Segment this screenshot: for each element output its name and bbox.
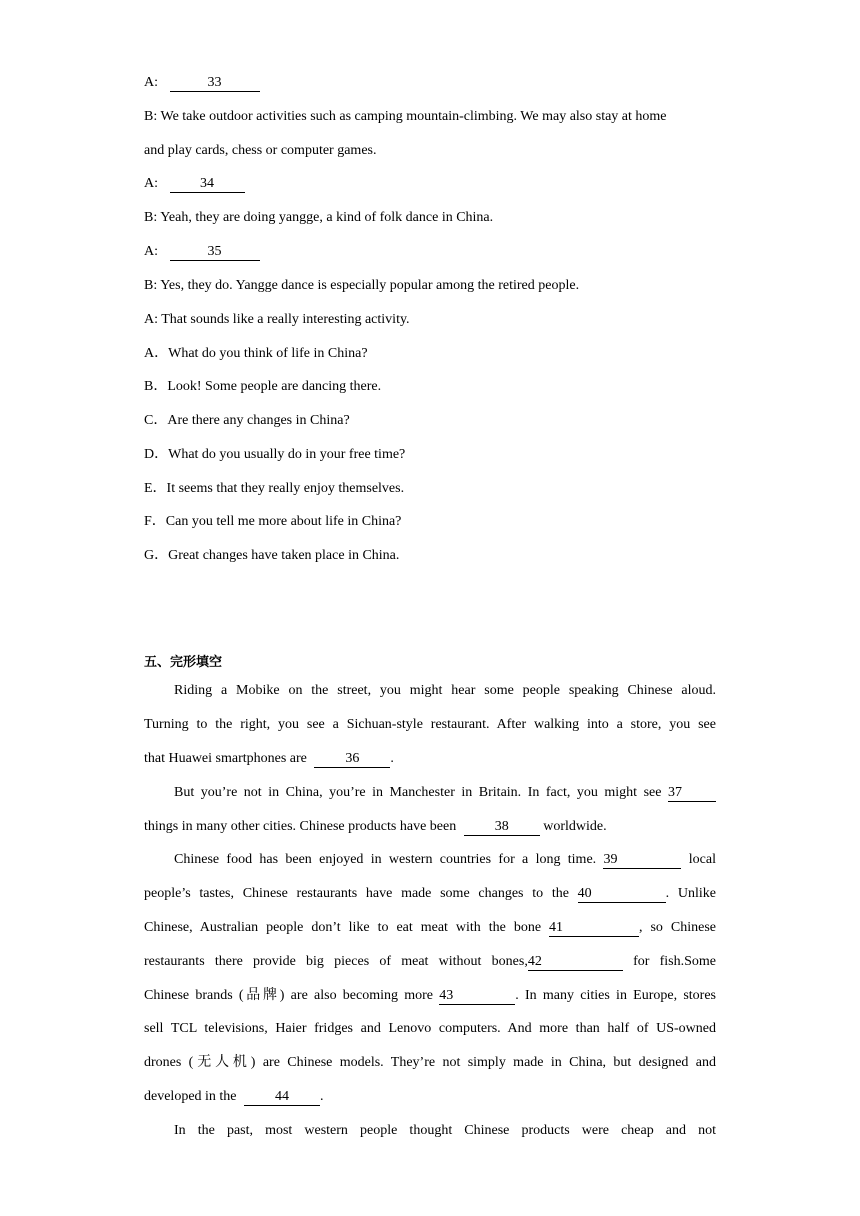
cloze-text: that Huawei smartphones are: [144, 751, 307, 766]
cloze-p3-line8: [144, 1087, 716, 1107]
cloze-blank-38: 38: [464, 819, 540, 836]
dialogue-line-a34: [144, 174, 716, 194]
cloze-p1-line1: Riding a Mobike on the street, you might hear some people speaking Chinese aloud.: [174, 683, 716, 698]
answer-blank-33: 33: [170, 75, 260, 92]
option-d: D．What do you usually do in your free time?: [144, 447, 406, 462]
option-a: A．What do you think of life in China?: [144, 346, 368, 361]
cloze-blank-41: 41: [549, 920, 639, 937]
option-b: B．Look! Some people are dancing there.: [144, 379, 382, 394]
dialogue-line-b3: B: Yes, they do. Yangge dance is especially popular among the retired people.: [144, 278, 580, 293]
cloze-blank-44: 44: [244, 1089, 320, 1106]
cloze-p1-line2: Turning to the right, you see a Sichuan-style restaurant. After walking into a store, you see: [144, 717, 716, 732]
cloze-text: for fish.Some: [633, 954, 717, 969]
dialogue-line-b1: B: We take outdoor activities such as camping mountain-climbing. We may also stay at home: [144, 109, 667, 124]
speaker-label: A:: [144, 244, 158, 259]
cloze-blank-42: 42: [528, 954, 623, 971]
option-e: E．It seems that they really enjoy themselves.: [144, 481, 405, 496]
dialogue-line-a35: [144, 242, 716, 262]
dialogue-line-b1-cont: and play cards, chess or computer games.: [144, 143, 377, 158]
dialogue-line-a33: [144, 73, 716, 93]
cloze-blank-39: 39: [603, 852, 681, 869]
cloze-text: worldwide.: [543, 819, 607, 834]
section-heading: 五、完形填空: [144, 655, 223, 670]
cloze-p3-line7: drones (无人机) are Chinese models. They’re not simply made in China, but designed and: [144, 1055, 716, 1070]
cloze-p4-line1: In the past, most western people thought Chinese products were cheap and not: [174, 1123, 716, 1138]
cloze-p2-line2: [144, 817, 716, 837]
cloze-blank-43: 43: [439, 988, 515, 1005]
speaker-label: A:: [144, 176, 158, 191]
option-g: G．Great changes have taken place in China.: [144, 548, 400, 563]
dialogue-line-b2: B: Yeah, they are doing yangge, a kind of folk dance in China.: [144, 210, 494, 225]
cloze-text: . Unlike: [665, 886, 717, 901]
cloze-text: . In many cities in Europe, stores: [515, 988, 717, 1003]
option-f: F．Can you tell me more about life in China?: [144, 514, 402, 529]
cloze-text: restaurants there provide big pieces of meat without bones,: [144, 954, 528, 969]
cloze-p3-line5: [144, 986, 716, 1006]
cloze-text: .: [320, 1089, 324, 1104]
cloze-blank-36: 36: [314, 751, 390, 768]
cloze-text: people’s tastes, Chinese restaurants have made some changes to the: [144, 886, 569, 901]
cloze-text: .: [390, 751, 394, 766]
cloze-text: Chinese, Australian people don’t like to eat meat with the bone: [144, 920, 542, 935]
cloze-p1-line3: [144, 749, 716, 769]
cloze-text: But you’re not in China, you’re in Manchester in Britain. In fact, you might see: [174, 785, 662, 800]
cloze-p3-line4: [144, 952, 716, 972]
cloze-text: things in many other cities. Chinese products have been: [144, 819, 457, 834]
option-c: C．Are there any changes in China?: [144, 413, 350, 428]
cloze-text: developed in the: [144, 1089, 237, 1104]
cloze-text: , so Chinese: [639, 920, 716, 935]
answer-blank-35: 35: [170, 244, 260, 261]
cloze-p2-line1: [174, 783, 716, 803]
answer-blank-34: 34: [170, 176, 245, 193]
cloze-p3-line6: sell TCL televisions, Haier fridges and Lenovo computers. And more than half of US-owned: [144, 1021, 716, 1036]
cloze-text: local: [688, 852, 716, 867]
cloze-p3-line3: [144, 918, 716, 938]
dialogue-line-a-last: A: That sounds like a really interesting activity.: [144, 312, 410, 327]
cloze-text: Chinese brands (品牌) are also becoming more: [144, 988, 434, 1003]
cloze-p3-line1: [174, 850, 716, 870]
speaker-label: A:: [144, 75, 158, 90]
cloze-text: Chinese food has been enjoyed in western countries for a long time.: [174, 852, 597, 867]
cloze-blank-40: 40: [578, 886, 666, 903]
cloze-p3-line2: [144, 884, 716, 904]
cloze-blank-37: 37: [668, 785, 716, 802]
